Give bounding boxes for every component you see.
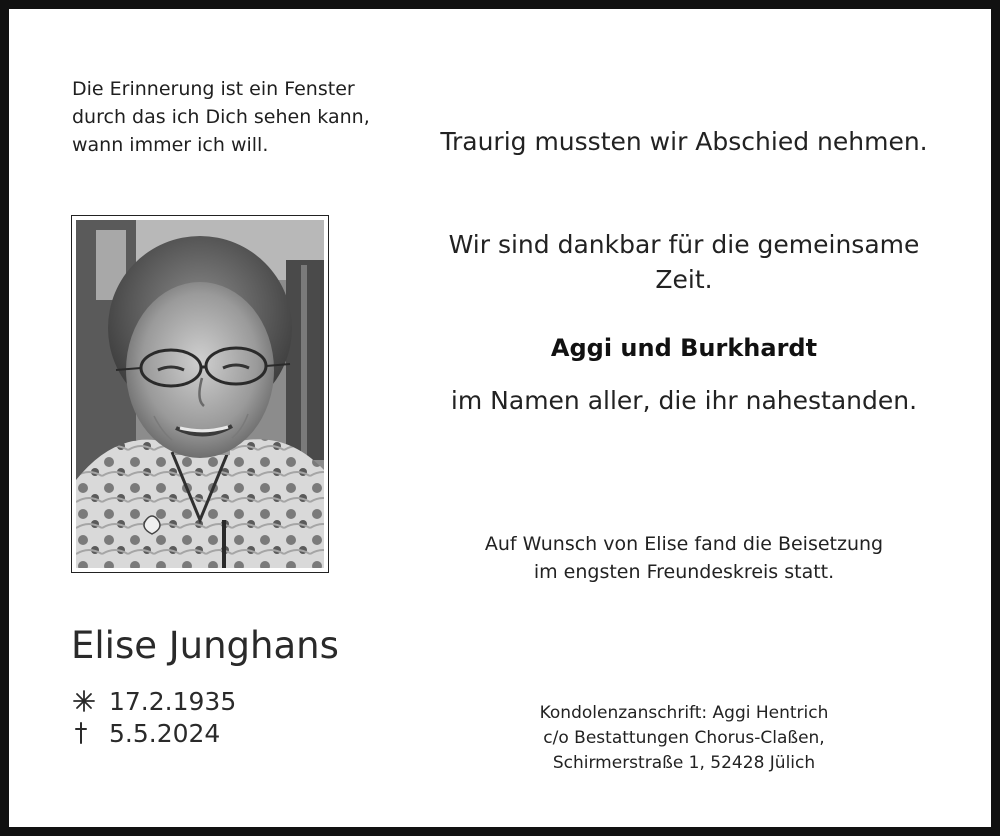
birth-asterisk-glyph — [73, 690, 95, 712]
portrait-image — [76, 220, 324, 568]
farewell-line: Traurig mussten wir Abschied nehmen. — [440, 127, 928, 156]
poem-line-1: Die Erinnerung ist ein Fenster — [72, 78, 355, 100]
poem-line-2: durch das ich Dich sehen kann, — [72, 106, 370, 128]
on-behalf-line: im Namen aller, die ihr nahestanden. — [450, 386, 918, 415]
gratitude-line-1: Wir sind dankbar für die gemeinsame — [448, 230, 920, 259]
mourners-names: Aggi und Burkhardt — [550, 334, 818, 362]
condolence-line-1: Kondolenzanschrift: Aggi Hentrich — [539, 703, 829, 723]
poem — [72, 75, 412, 159]
funeral-note-line-2: im engsten Freundeskreis statt. — [533, 561, 835, 583]
death-cross-icon — [71, 721, 109, 745]
birth-asterisk-icon — [71, 690, 109, 712]
gratitude-line-2: Zeit. — [655, 265, 713, 294]
condolence-line-2: c/o Bestattungen Chorus-Claßen, — [543, 728, 825, 748]
condolence-line-3: Schirmerstraße 1, 52428 Jülich — [552, 753, 816, 773]
birth-row — [71, 685, 236, 717]
death-cross-glyph — [73, 721, 95, 745]
life-dates — [71, 685, 236, 749]
poem-line-3: wann immer ich will. — [72, 134, 269, 156]
deceased-name: Elise Junghans — [71, 624, 339, 667]
death-row — [71, 717, 236, 749]
birth-date: 17.2.1935 — [109, 686, 237, 716]
portrait-photo — [71, 215, 329, 573]
death-date: 5.5.2024 — [109, 718, 221, 748]
funeral-note-line-1: Auf Wunsch von Elise fand die Beisetzung — [484, 533, 884, 555]
